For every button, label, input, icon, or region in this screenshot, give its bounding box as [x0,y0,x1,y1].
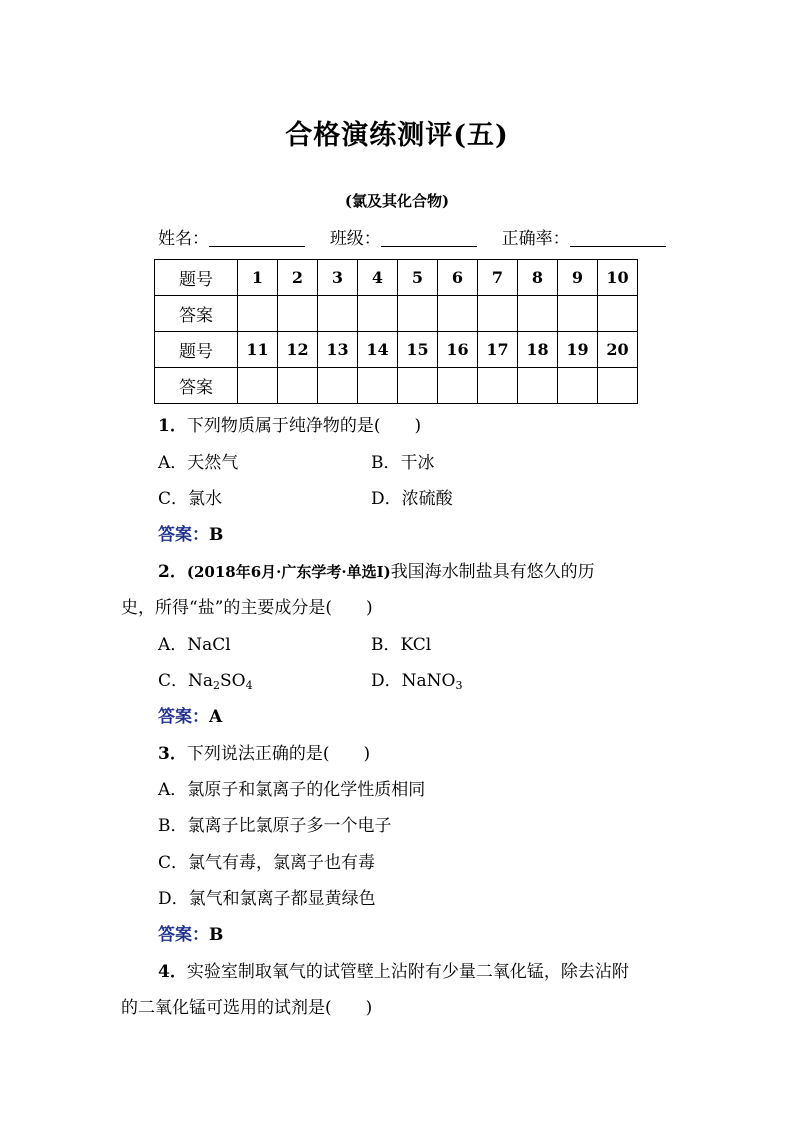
answer-grid [154,259,638,404]
q1-number: 1． [158,416,187,436]
q2-stem-line-1 [158,557,595,582]
question-number-cell: 7 [478,260,518,296]
question-number-cell: 9 [558,260,598,296]
q3-option-b: B．氯离子比氯原子多一个电子 [158,816,392,836]
answer-cell[interactable] [278,296,318,332]
answer-cell[interactable] [238,296,278,332]
q2-option-b: B．KCl [371,635,432,655]
q2-answer [158,702,222,727]
answer-cell[interactable] [558,368,598,404]
answer-cell[interactable] [438,368,478,404]
q2-text-1: 我国海水制盐具有悠久的历 [390,562,595,582]
answer-cell[interactable] [358,296,398,332]
q2-option-c-text: C．Na [158,671,214,691]
question-number-cell: 6 [438,260,478,296]
q2-stem-line-2: 史，所得“盐”的主要成分是( ) [121,598,373,618]
q3-option-a: A．氯原子和氯离子的化学性质相同 [158,780,426,800]
q1-text: 下列物质属于纯净物的是( ) [186,416,422,436]
q2-option-a: A．NaCl [158,635,231,655]
q3-option-c: C．氯气有毒，氯离子也有毒 [158,853,376,873]
subscript: 4 [245,679,253,692]
q2-option-c [158,666,253,691]
q1-stem [158,411,421,436]
question-number-cell: 15 [398,332,438,368]
question-number-row [155,260,638,296]
page-title: 合格演练测评(五) [285,120,509,151]
q3-answer-value: B [209,925,224,945]
answer-cell[interactable] [598,368,638,404]
subscript: 2 [213,679,221,692]
answer-cell[interactable] [518,296,558,332]
question-number-cell: 14 [358,332,398,368]
question-number-cell: 4 [358,260,398,296]
q4-number: 4． [158,962,187,982]
question-number-cell: 17 [478,332,518,368]
answer-cell[interactable] [398,368,438,404]
question-number-cell: 12 [278,332,318,368]
answer-cell[interactable] [318,368,358,404]
answer-cell[interactable] [358,368,398,404]
answer-cell[interactable] [558,296,598,332]
q4-text-1: 实验室制取氧气的试管壁上沾附有少量二氧化锰，除去沾附 [186,962,629,982]
answer-row [155,296,638,332]
q1-option-c: C．氯水 [158,489,223,509]
question-number-header: 题号 [155,260,238,296]
q1-answer [158,520,223,545]
answer-cell[interactable] [438,296,478,332]
question-number-cell: 1 [238,260,278,296]
q2-answer-value: A [209,707,223,727]
class-label: 班级： [329,229,381,249]
answer-cell[interactable] [478,368,518,404]
answer-cell[interactable] [318,296,358,332]
question-number-cell: 5 [398,260,438,296]
question-number-cell: 11 [238,332,278,368]
question-number-header: 题号 [155,332,238,368]
answer-cell[interactable] [238,368,278,404]
question-number-cell: 3 [318,260,358,296]
q1-option-b: B．干冰 [371,453,435,473]
q1-answer-value: B [209,525,224,545]
q2-source: (2018年6月·广东学考·单选Ⅰ) [186,563,391,581]
question-number-cell: 13 [318,332,358,368]
q3-option-d: D．氯气和氯离子都显黄绿色 [158,889,376,909]
answer-cell[interactable] [278,368,318,404]
q3-stem [158,739,370,764]
q3-answer [158,920,223,945]
answer-label: 答案： [158,925,209,945]
question-number-cell: 20 [598,332,638,368]
answer-cell[interactable] [478,296,518,332]
answer-label: 答案： [158,707,209,727]
name-label: 姓名： [158,229,209,249]
answer-header: 答案 [155,296,238,332]
q1-option-d: D．浓硫酸 [371,489,453,509]
q4-stem-line-1 [158,957,629,982]
question-number-cell: 8 [518,260,558,296]
q2-number: 2． [158,562,187,582]
rate-field[interactable] [570,228,666,247]
student-info-row [158,224,666,249]
name-field[interactable] [209,228,305,247]
page-subtitle: (氯及其化合物) [344,192,450,210]
question-number-cell: 16 [438,332,478,368]
q4-stem-line-2: 的二氧化锰可选用的试剂是( ) [121,998,373,1018]
question-number-cell: 18 [518,332,558,368]
question-number-cell: 10 [598,260,638,296]
q2-option-d [371,666,462,691]
question-number-cell: 2 [278,260,318,296]
answer-row [155,368,638,404]
subscript: 3 [455,679,463,692]
question-number-cell: 19 [558,332,598,368]
answer-cell[interactable] [398,296,438,332]
q3-text: 下列说法正确的是( ) [186,744,371,764]
q2-option-d-text: D．NaNO [371,671,456,691]
answer-cell[interactable] [518,368,558,404]
q1-option-a: A．天然气 [158,453,239,473]
answer-cell[interactable] [598,296,638,332]
question-number-row [155,332,638,368]
rate-label: 正确率： [501,229,570,249]
answer-header: 答案 [155,368,238,404]
q3-number: 3． [158,744,187,764]
class-field[interactable] [381,228,477,247]
answer-label: 答案： [158,525,209,545]
q2-option-c-text: SO [220,671,246,691]
